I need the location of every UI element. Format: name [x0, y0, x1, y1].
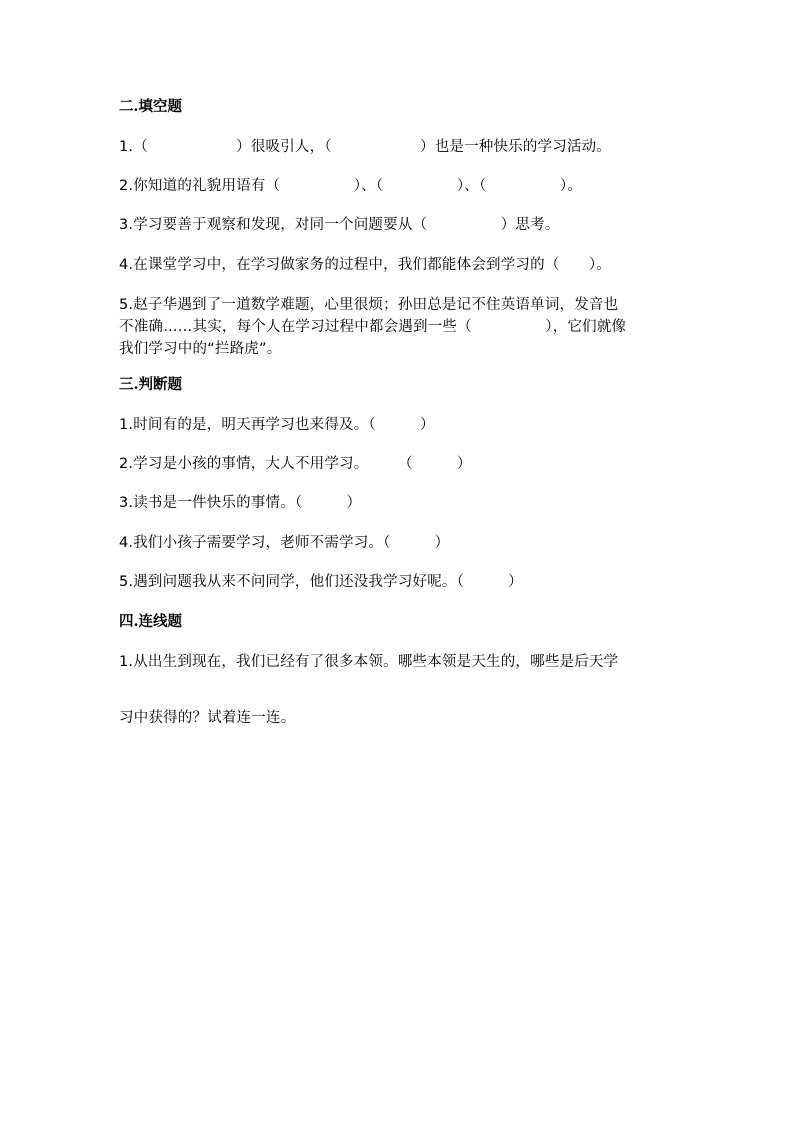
section-title-matching: 四.连线题 [119, 613, 183, 630]
question-fill-3: 3.学习要善于观察和发现，对同一个问题要从（ ）思考。 [119, 217, 560, 233]
question-fill-5-line-1: 5.赵子华遇到了一道数学难题，心里很烦；孙田总是记不住英语单词，发音也 [119, 297, 619, 313]
section-title-fill-blank: 二.填空题 [119, 98, 183, 115]
question-judge-3: 3.读书是一件快乐的事情。（ ） [119, 495, 362, 511]
question-judge-4: 4.我们小孩子需要学习，老师不需学习。（ ） [119, 535, 450, 551]
question-judge-2: 2.学习是小孩的事情，大人不用学习。 （ ） [119, 456, 472, 472]
question-fill-1: 1.（ ）很吸引人，（ ）也是一种快乐的学习活动。 [119, 139, 612, 155]
question-match-1-line-1: 1.从出生到现在，我们已经有了很多本领。哪些本领是天生的，哪些是后天学 [119, 654, 619, 670]
section-title-true-false: 三.判断题 [119, 376, 183, 393]
question-fill-5-line-2: 不准确……其实，每个人在学习过程中都会遇到一些（ ），它们就像 [119, 319, 627, 335]
question-match-1-line-2: 习中获得的？试着连一连。 [119, 710, 296, 726]
question-judge-1: 1.时间有的是，明天再学习也来得及。（ ） [119, 417, 435, 433]
question-judge-5: 5.遇到问题我从来不问同学，他们还没我学习好呢。（ ） [119, 574, 523, 590]
question-fill-5-line-3: 我们学习中的“拦路虎”。 [119, 341, 282, 357]
question-fill-2: 2.你知道的礼貌用语有（ ）、（ ）、（ ）。 [119, 178, 583, 194]
question-fill-4: 4.在课堂学习中，在学习做家务的过程中，我们都能体会到学习的（ ）。 [119, 257, 612, 273]
